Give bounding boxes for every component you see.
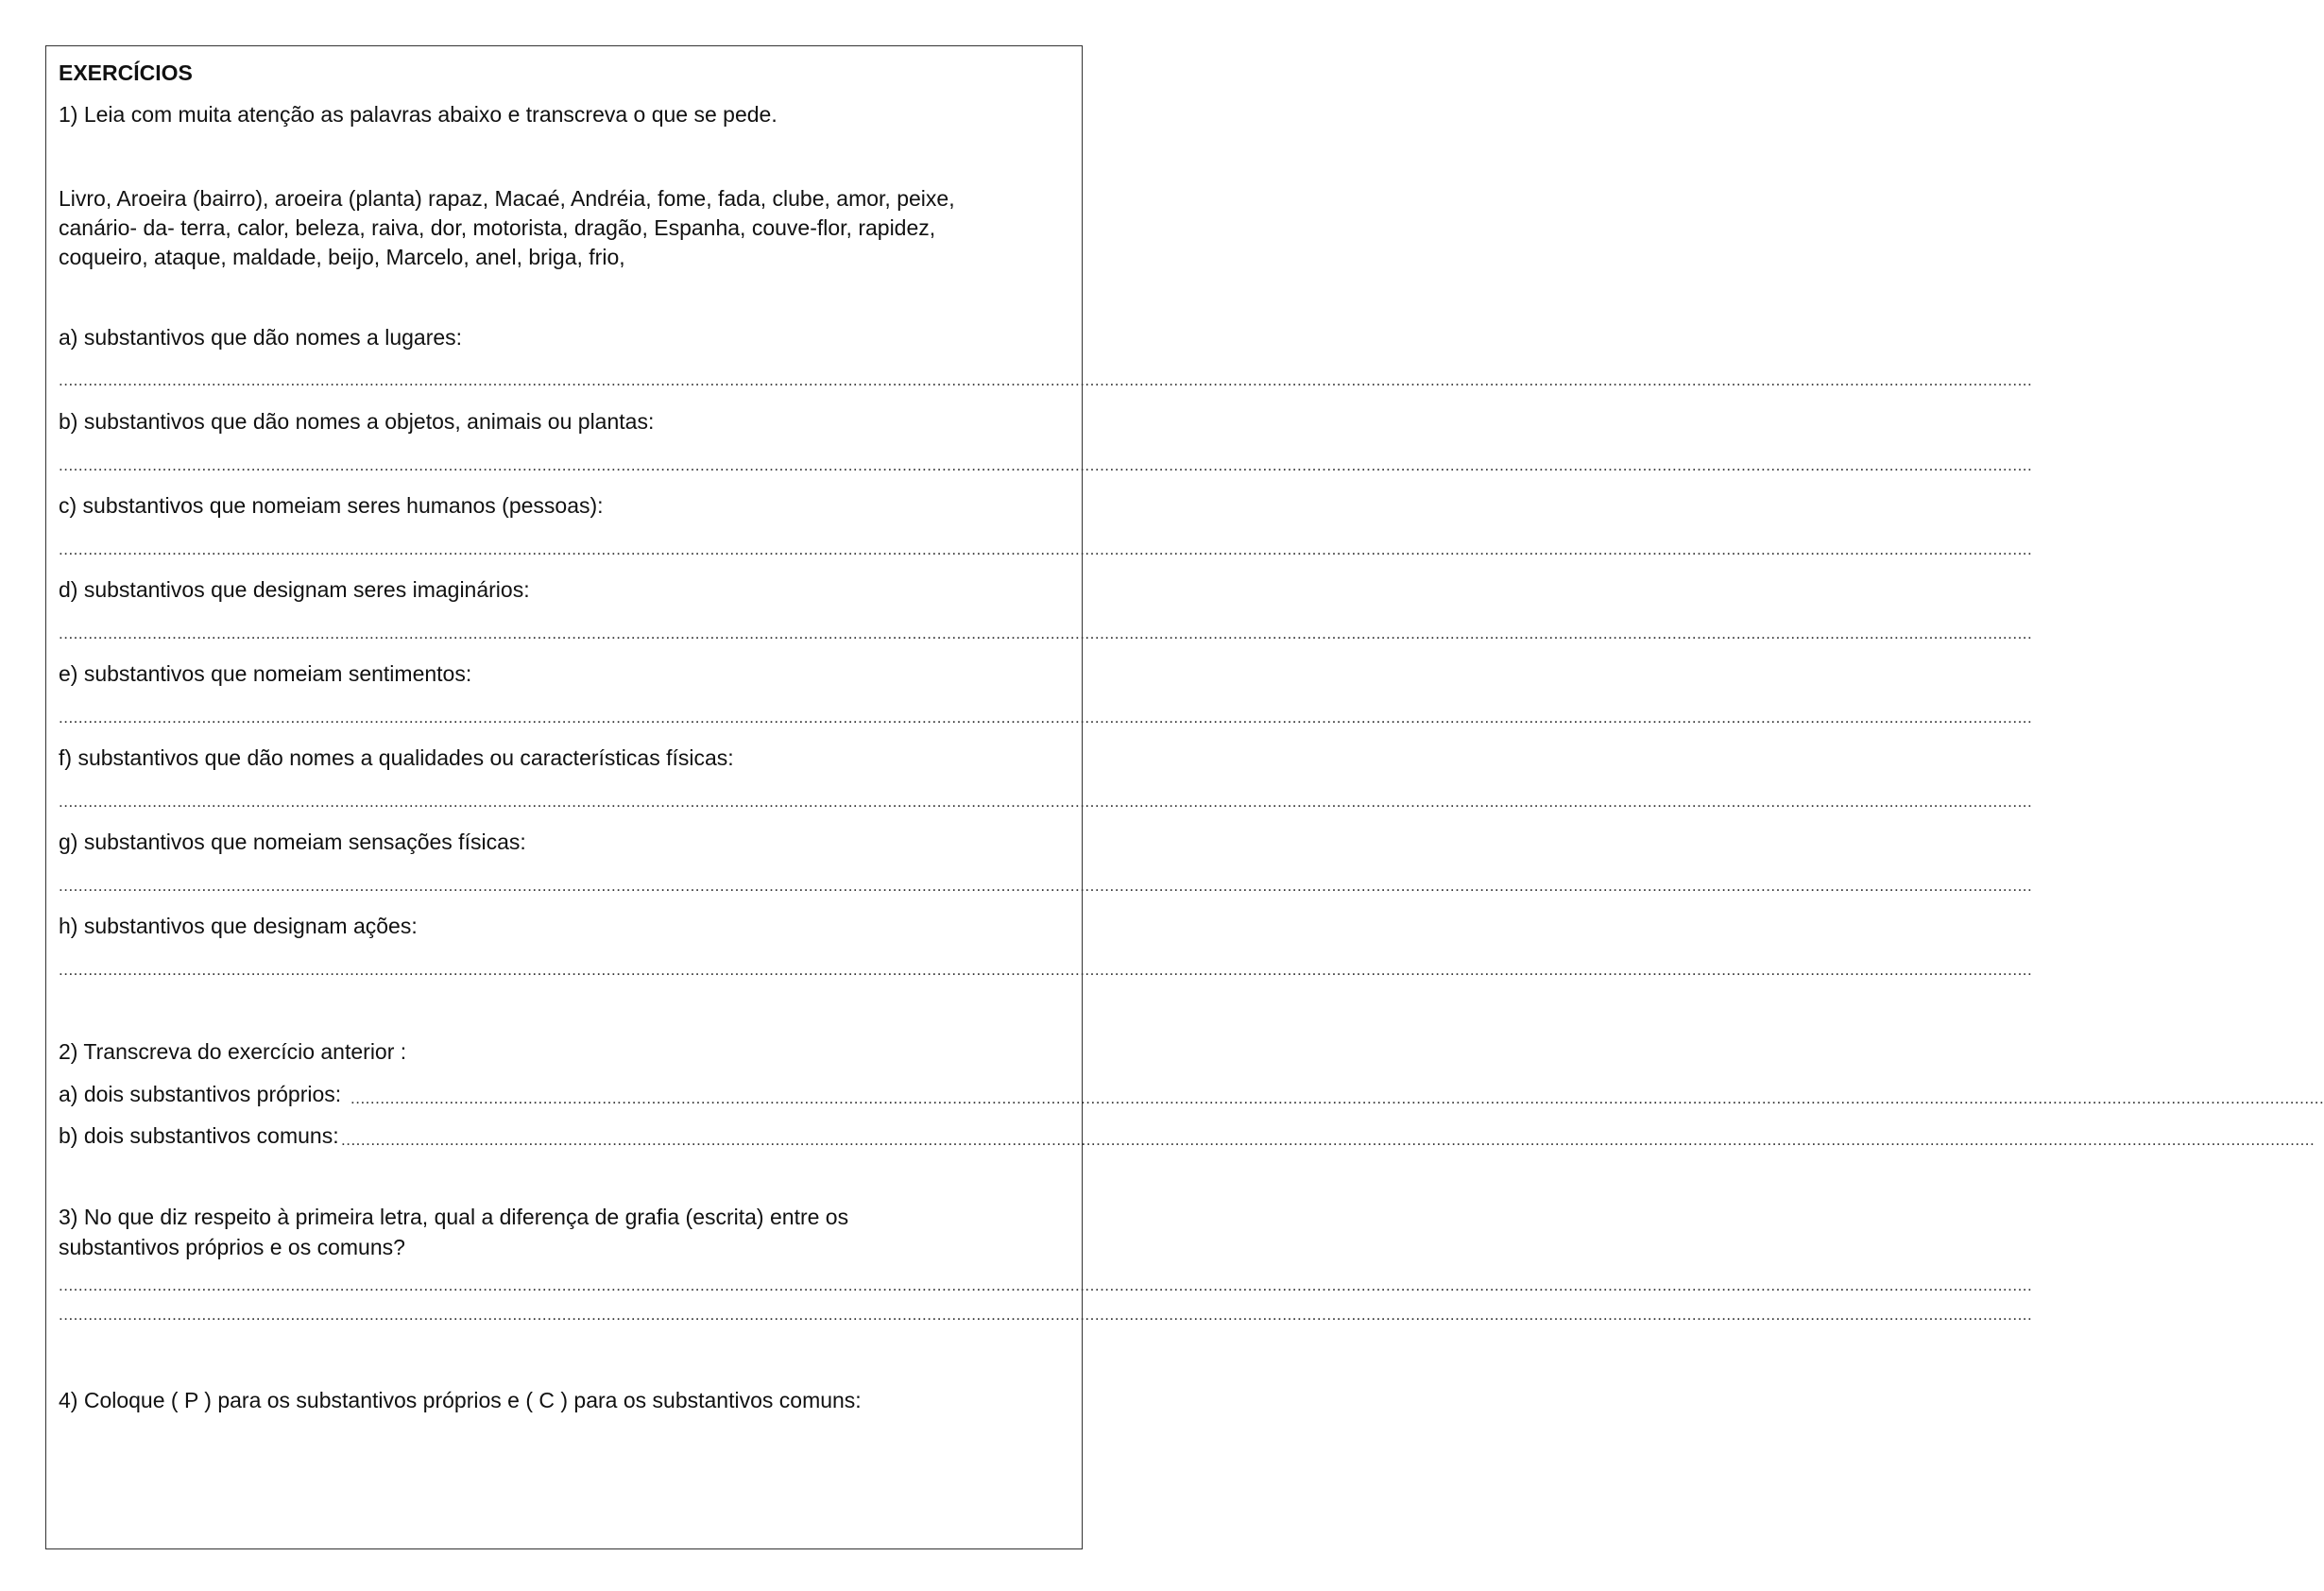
word-list-line-2: canário- da- terra, calor, beleza, raiva, dor, motorista, dragão, Espanha, couve-flor, rapidez, [59,215,936,240]
q2-item-b: b) dois substantivos comuns: [59,1123,339,1148]
q1-item-d: d) substantivos que designam seres imaginários: [59,577,530,602]
q1-item-g: g) substantivos que nomeiam sensações físicas: [59,830,526,854]
answer-line-q3-2[interactable]: ................................................................................................................................................................................................................................................................................................................................................................................................................ [59,1306,2033,1324]
answer-line-q3-1[interactable]: ................................................................................................................................................................................................................................................................................................................................................................................................................ [59,1276,2033,1294]
answer-line-a[interactable]: ................................................................................................................................................................................................................................................................................................................................................................................................................ [59,371,2033,389]
q1-item-e: e) substantivos que nomeiam sentimentos: [59,661,472,686]
q1-item-a: a) substantivos que dão nomes a lugares: [59,325,463,350]
q1-item-f: f) substantivos que dão nomes a qualidades ou características físicas: [59,745,734,770]
answer-line-g[interactable]: ................................................................................................................................................................................................................................................................................................................................................................................................................ [59,877,2033,895]
q1-item-h: h) substantivos que designam ações: [59,914,418,938]
page-title: EXERCÍCIOS [59,60,193,85]
q4-prompt: 4) Coloque ( P ) para os substantivos próprios e ( C ) para os substantivos comuns: [59,1388,862,1412]
answer-line-d[interactable]: ................................................................................................................................................................................................................................................................................................................................................................................................................ [59,624,2033,642]
q3-prompt-line-2: substantivos próprios e os comuns? [59,1235,405,1259]
q1-prompt: 1) Leia com muita atenção as palavras abaixo e transcreva o que se pede. [59,102,778,127]
answer-line-b[interactable]: ................................................................................................................................................................................................................................................................................................................................................................................................................ [59,456,2033,474]
answer-line-q2a[interactable]: ................................................................................................................................................................................................................................................................................................................................................................................................................ [350,1089,2324,1107]
answer-line-c[interactable]: ................................................................................................................................................................................................................................................................................................................................................................................................................ [59,540,2033,558]
word-list-line-1: Livro, Aroeira (bairro), aroeira (planta) rapaz, Macaé, Andréia, fome, fada, clube, amor, peixe, [59,186,955,211]
q2-prompt: 2) Transcreva do exercício anterior : [59,1039,407,1064]
q1-item-b: b) substantivos que dão nomes a objetos, animais ou plantas: [59,409,655,434]
answer-line-f[interactable]: ................................................................................................................................................................................................................................................................................................................................................................................................................ [59,793,2033,811]
answer-line-h[interactable]: ................................................................................................................................................................................................................................................................................................................................................................................................................ [59,961,2033,979]
q1-item-c: c) substantivos que nomeiam seres humanos (pessoas): [59,493,604,518]
word-list-line-3: coqueiro, ataque, maldade, beijo, Marcelo, anel, briga, frio, [59,245,625,269]
answer-line-q2b[interactable]: ................................................................................................................................................................................................................................................................................................................................................................................................................ [341,1131,2315,1149]
q3-prompt-line-1: 3) No que diz respeito à primeira letra, qual a diferença de grafia (escrita) entre os [59,1205,849,1229]
worksheet [45,45,2324,1549]
answer-line-e[interactable]: ................................................................................................................................................................................................................................................................................................................................................................................................................ [59,709,2033,727]
q2-item-a: a) dois substantivos próprios: [59,1082,342,1106]
